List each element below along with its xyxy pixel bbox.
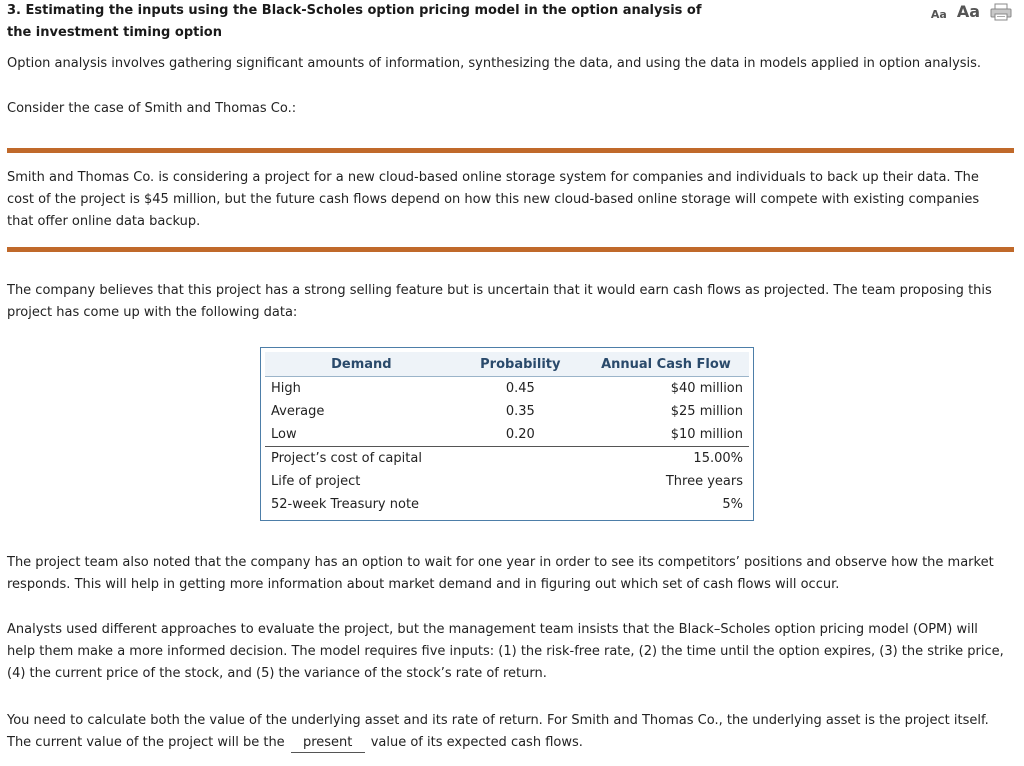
extra-label: Life of project [271,474,361,489]
extra-value: 5% [722,497,743,512]
extra-value: Three years [665,474,743,489]
table-row [265,377,749,400]
table-row [265,470,749,493]
font-size-large-button[interactable]: Aa [956,2,980,21]
cash-flow-cell: $25 million [670,404,743,419]
cash-flow-cell: $10 million [670,427,743,442]
probability-cell: 0.20 [505,427,535,442]
case-description: Smith and Thomas Co. is considering a project for a new cloud-based online storage system for companies and individuals to back up their data. The cost of the project is $45 million, but the future cash flows depend on how this new cloud-based online storage will compete with existing companies that offer online data backup. [7,170,980,229]
cash-flow-cell: $40 million [670,381,743,396]
calculation-paragraph [7,710,997,754]
team-paragraph: The company believes that this project has a strong selling feature but is uncertain that it would earn cash flows as projected. The team proposing this project has come up with the following data: [7,283,992,320]
wait-option-paragraph: The project team also noted that the company has an option to wait for one year in order to see its competitors’ positions and observe how the market responds. This will help in getting more information about market demand and in figuring out which set of cash flows will occur. [7,555,994,592]
extra-value: 15.00% [583,446,749,470]
toolbar [931,2,1012,21]
table-row [265,493,749,516]
question-title: 3. Estimating the inputs using the Black-Scholes option pricing model in the option analysis of the investment timing option [7,3,702,40]
header-cash-flow: Annual Cash Flow [583,352,749,377]
divider-bottom [7,247,1014,252]
probability-cell: 0.45 [505,381,535,396]
divider-top [7,148,1014,153]
demand-cell: Average [271,404,325,419]
table-row [265,446,749,470]
font-size-small-button[interactable]: Aa [930,8,947,21]
project-data-table [260,347,754,521]
extra-label: Project’s cost of capital [265,446,583,470]
probability-cell: 0.35 [505,404,535,419]
printer-icon[interactable] [990,3,1012,21]
header-probability: Probability [458,352,583,377]
case-intro: Consider the case of Smith and Thomas Co.: [7,101,297,116]
header-demand: Demand [265,352,458,377]
demand-cell: Low [271,427,297,442]
demand-cell: High [271,381,301,396]
extra-label: 52-week Treasury note [271,497,420,512]
calc-text-before: You need to calculate both the value of the underlying asset and its rate of return. For Smith and Thomas Co., the underlying asset is the project itself. The current value of the project will be the [7,713,989,750]
answer-dropdown[interactable]: present [291,734,365,753]
calc-text-after: value of its expected cash flows. [370,735,583,750]
table-row [265,423,749,446]
analysts-paragraph: Analysts used different approaches to evaluate the project, but the management team insists that the Black–Scholes option pricing model (OPM) will help them make a more informed decision. The model requires five inputs: (1) the risk-free rate, (2) the time until the option expires, (3) the strike price, (4) the current price of the stock, and (5) the variance of the stock’s rate of return. [7,622,1004,681]
intro-paragraph: Option analysis involves gathering significant amounts of information, synthesizing the data, and using the data in models applied in option analysis. [7,56,982,71]
table-row [265,400,749,423]
